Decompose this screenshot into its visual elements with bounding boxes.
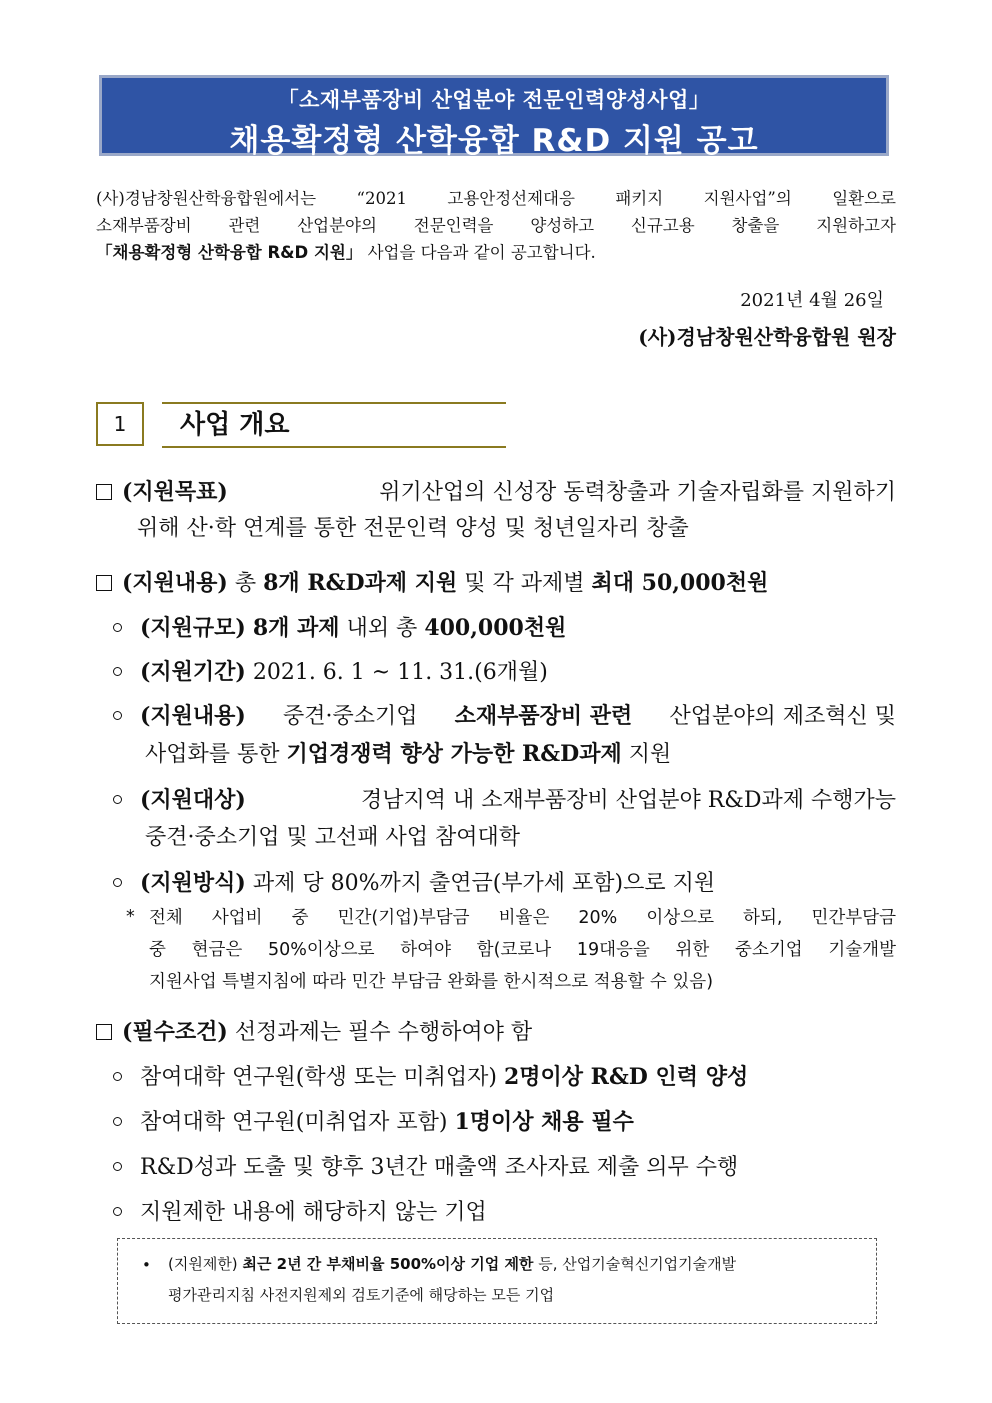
circle-bullet-icon <box>113 667 122 676</box>
intro-word: 산업분야의 <box>297 216 377 235</box>
req1-text: 참여대학 연구원(학생 또는 미취업자) <box>140 1065 497 1090</box>
method-text: 과제 당 80%까지 출연금(부가세 포함)으로 지원 <box>252 871 716 896</box>
goal-text-cont: 위해 산·학 연계를 통한 전문인력 양성 및 청년일자리 창출 <box>137 516 689 541</box>
restriction-line-2: 평가관리지침 사전지원제외 검토기준에 해당하는 모든 기업 <box>168 1286 555 1304</box>
section-title: 사업 개요 <box>162 402 506 448</box>
requirement-3 <box>113 1150 738 1181</box>
restriction-label: (지원제한) <box>168 1255 238 1273</box>
method-item <box>113 866 715 897</box>
detail-item <box>113 699 896 730</box>
target-text: 경남지역 내 소재부품장비 산업분야 R&D과제 수행가능 <box>360 788 896 813</box>
target-text-cont: 중견·중소기업 및 고선패 사업 참여대학 <box>145 825 520 850</box>
intro-line-2 <box>96 212 896 239</box>
bullet-dot-icon: • <box>142 1256 151 1274</box>
req2-text: 참여대학 연구원(미취업자 포함) <box>140 1110 448 1135</box>
circle-bullet-icon <box>113 878 122 887</box>
banner-title: 채용확정형 산학융합 R&D 지원 공고 <box>229 123 759 159</box>
intro-word: 지원하고자 <box>816 216 896 235</box>
intro-word: 패키지 <box>615 189 664 208</box>
organization-signature: (사)경남창원산학융합원 원장 <box>638 325 896 349</box>
scale-bold-1: 8개 과제 <box>252 615 340 641</box>
method-label: (지원방식) <box>140 870 246 896</box>
content-bold-2: 최대 50,000천원 <box>591 570 769 596</box>
detail-bold: 소재부품장비 관련 <box>454 703 633 729</box>
req1-bold: 2명이상 R&D 인력 양성 <box>503 1064 749 1090</box>
period-item <box>113 655 548 686</box>
content-pre: 총 <box>234 571 257 596</box>
intro-word: 전문인력을 <box>413 216 494 235</box>
detail-item-cont <box>145 737 671 768</box>
period-label: (지원기간) <box>140 659 246 685</box>
target-label: (지원대상) <box>140 787 246 813</box>
intro-word: 고용안정선제대응 <box>447 189 575 208</box>
restriction-line-1 <box>168 1253 736 1274</box>
intro-line-1 <box>96 185 896 212</box>
circle-bullet-icon <box>113 1072 122 1081</box>
detail-pre: 중견·중소기업 <box>282 704 418 729</box>
req4-text: 지원제한 내용에 해당하지 않는 기업 <box>140 1200 487 1225</box>
intro-word: “2021 <box>356 189 407 208</box>
note-line-3: 지원사업 특별지침에 따라 민간 부담금 완화를 한시적으로 적용할 수 있음) <box>149 972 714 992</box>
content-label: (지원내용) <box>122 570 228 596</box>
detail2-pre: 사업화를 통한 <box>145 742 280 767</box>
intro-word: 창출을 <box>731 216 780 235</box>
circle-bullet-icon <box>113 711 122 720</box>
circle-bullet-icon <box>113 1207 122 1216</box>
intro-word: 양성하고 <box>530 216 595 235</box>
content-item <box>96 566 768 597</box>
detail-post: 산업분야의 제조혁신 및 <box>669 704 896 729</box>
checkbox-square-icon <box>96 484 112 500</box>
intro-word: 신규고용 <box>630 216 695 235</box>
requirement-4 <box>113 1195 487 1226</box>
scale-bold-2: 400,000천원 <box>424 615 567 641</box>
note-line-1: 전체 사업비 중 민간(기업)부담금 비율은 20% 이상으로 하되, 민간부담금 <box>149 908 896 928</box>
checkbox-square-icon <box>96 1024 112 1040</box>
requirement-2 <box>113 1105 634 1136</box>
intro-paragraph <box>96 185 896 266</box>
goal-item <box>96 475 896 506</box>
detail2-post: 지원 <box>628 742 672 767</box>
circle-bullet-icon <box>113 623 122 632</box>
restriction-bold: 최근 2년 간 부채비율 500%이상 기업 제한 <box>242 1255 534 1273</box>
section-number: 1 <box>96 402 144 446</box>
intro-word: 지원사업”의 <box>703 189 792 208</box>
intro-line-3 <box>96 239 896 266</box>
detail2-bold: 기업경쟁력 향상 가능한 R&D과제 <box>286 741 622 767</box>
note-line-2: 중 현금은 50%이상으로 하여야 함(코로나 19대응을 위한 중소기업 기술개발 <box>149 940 896 960</box>
title-banner <box>99 75 889 159</box>
announcement-date: 2021년 4월 26일 <box>740 290 884 311</box>
restriction-box <box>117 1238 877 1324</box>
goal-label: (지원목표) <box>122 479 228 505</box>
intro-word: 일환으로 <box>832 189 896 208</box>
req3-text: R&D성과 도출 및 향후 3년간 매출액 조사자료 제출 의무 수행 <box>140 1155 739 1180</box>
restriction-post: 등, 산업기술혁신기업기술개발 <box>538 1255 737 1273</box>
intro-word: 소재부품장비 <box>96 216 192 235</box>
note-star: * <box>126 907 135 927</box>
intro-closing: 사업을 다음과 같이 공고합니다. <box>367 243 596 262</box>
circle-bullet-icon <box>113 795 122 804</box>
circle-bullet-icon <box>113 1117 122 1126</box>
target-item <box>113 783 896 814</box>
banner-subtitle: 「소재부품장비 산업분야 전문인력양성사업」 <box>277 88 711 112</box>
intro-word: 관련 <box>228 216 261 235</box>
period-text: 2021. 6. 1 ~ 11. 31.(6개월) <box>252 660 548 685</box>
detail-label: (지원내용) <box>140 703 246 729</box>
intro-program-name: 「채용확정형 산학융합 R&D 지원」 <box>96 243 363 262</box>
circle-bullet-icon <box>113 1162 122 1171</box>
content-mid: 및 각 과제별 <box>464 571 585 596</box>
requirement-item <box>96 1015 532 1046</box>
requirement-1 <box>113 1060 748 1091</box>
requirement-label: (필수조건) <box>122 1019 228 1045</box>
scale-label: (지원규모) <box>140 615 246 641</box>
scale-item <box>113 611 566 642</box>
intro-word: (사)경남창원산학융합원에서는 <box>96 189 317 208</box>
req2-bold: 1명이상 채용 필수 <box>454 1109 634 1135</box>
content-bold-1: 8개 R&D과제 지원 <box>263 570 458 596</box>
goal-text: 위기산업의 신성장 동력창출과 기술자립화를 지원하기 <box>379 480 896 505</box>
scale-mid: 내외 총 <box>346 616 418 641</box>
checkbox-square-icon <box>96 575 112 591</box>
requirement-text: 선정과제는 필수 수행하여야 함 <box>234 1020 533 1045</box>
